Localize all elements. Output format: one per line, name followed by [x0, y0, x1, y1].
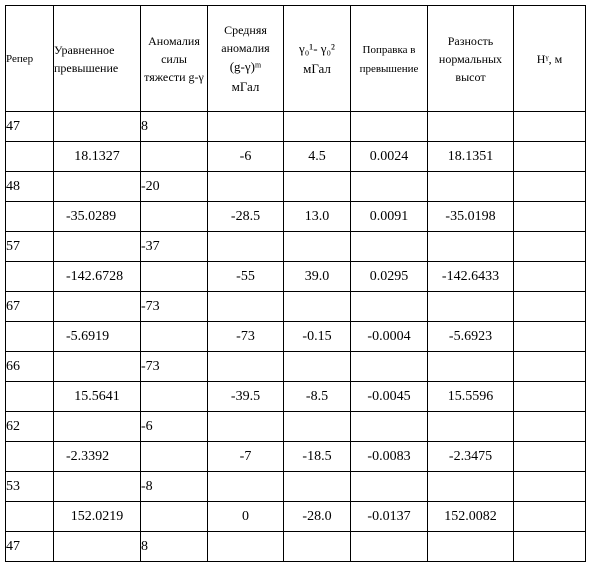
cell-normal-height [514, 502, 586, 532]
cell-normal-height [514, 232, 586, 262]
cell-normal-height-difference [428, 172, 514, 202]
cell-correction: 0.0024 [351, 142, 428, 172]
cell-normal-height [514, 472, 586, 502]
cell-normal-gravity-difference [284, 352, 351, 382]
cell-normal-height-difference: -35.0198 [428, 202, 514, 232]
cell-adjusted-height-difference: -35.0289 [54, 202, 141, 232]
cell-adjusted-height-difference [54, 292, 141, 322]
cell-correction [351, 532, 428, 562]
cell-mean-anomaly: 0 [208, 502, 284, 532]
cell-mean-anomaly [208, 232, 284, 262]
cell-normal-height [514, 142, 586, 172]
header-mean-anomaly-unit: мГал [231, 78, 260, 94]
cell-benchmark: 47 [6, 532, 54, 562]
cell-gravity-anomaly: -8 [141, 472, 208, 502]
cell-correction: -0.0137 [351, 502, 428, 532]
cell-normal-gravity-difference [284, 292, 351, 322]
cell-benchmark [6, 142, 54, 172]
cell-benchmark: 66 [6, 352, 54, 382]
cell-adjusted-height-difference: 152.0219 [54, 502, 141, 532]
cell-normal-gravity-difference [284, 112, 351, 142]
cell-normal-height-difference [428, 112, 514, 142]
cell-benchmark: 57 [6, 232, 54, 262]
cell-correction [351, 412, 428, 442]
table-row [6, 202, 586, 232]
header-benchmark: Репер [6, 6, 54, 112]
cell-normal-gravity-difference: 4.5 [284, 142, 351, 172]
cell-adjusted-height-difference: -142.6728 [54, 262, 141, 292]
cell-adjusted-height-difference [54, 232, 141, 262]
table-row [6, 442, 586, 472]
cell-adjusted-height-difference: 15.5641 [54, 382, 141, 412]
cell-normal-height [514, 172, 586, 202]
cell-normal-height [514, 442, 586, 472]
cell-mean-anomaly [208, 472, 284, 502]
cell-benchmark [6, 202, 54, 232]
cell-mean-anomaly [208, 412, 284, 442]
cell-benchmark [6, 502, 54, 532]
cell-correction: -0.0045 [351, 382, 428, 412]
header-gravity-anomaly: Аномалия силы тяжести g-γ [141, 6, 208, 112]
cell-normal-height [514, 292, 586, 322]
cell-normal-height-difference: -5.6923 [428, 322, 514, 352]
cell-correction: -0.0004 [351, 322, 428, 352]
cell-correction [351, 232, 428, 262]
cell-normal-height [514, 262, 586, 292]
cell-correction [351, 292, 428, 322]
cell-mean-anomaly: -39.5 [208, 382, 284, 412]
cell-gravity-anomaly [141, 262, 208, 292]
cell-benchmark [6, 262, 54, 292]
header-normal-height: Hᵞ, м [514, 6, 586, 112]
cell-normal-height-difference: -142.6433 [428, 262, 514, 292]
header-mean-anomaly-line2: (g-γ)ᵐ [229, 59, 262, 74]
cell-gravity-anomaly [141, 142, 208, 172]
cell-mean-anomaly [208, 172, 284, 202]
cell-gravity-anomaly [141, 382, 208, 412]
header-normal-height-difference: Разность нормальных высот [428, 6, 514, 112]
cell-gravity-anomaly [141, 322, 208, 352]
cell-normal-height-difference [428, 472, 514, 502]
cell-normal-height [514, 322, 586, 352]
cell-correction: -0.0083 [351, 442, 428, 472]
cell-normal-gravity-difference [284, 172, 351, 202]
table-row [6, 292, 586, 322]
cell-normal-height-difference: 18.1351 [428, 142, 514, 172]
cell-gravity-anomaly: -20 [141, 172, 208, 202]
cell-mean-anomaly: -73 [208, 322, 284, 352]
cell-gravity-anomaly: -37 [141, 232, 208, 262]
cell-benchmark [6, 322, 54, 352]
table-row [6, 322, 586, 352]
cell-gravity-anomaly [141, 442, 208, 472]
cell-adjusted-height-difference: -2.3392 [54, 442, 141, 472]
cell-benchmark: 53 [6, 472, 54, 502]
header-normal-gravity-unit: мГал [303, 60, 331, 76]
cell-mean-anomaly: -55 [208, 262, 284, 292]
cell-normal-gravity-difference: 39.0 [284, 262, 351, 292]
cell-mean-anomaly: -6 [208, 142, 284, 172]
cell-mean-anomaly [208, 292, 284, 322]
cell-normal-gravity-difference [284, 412, 351, 442]
table-row [6, 262, 586, 292]
cell-benchmark: 67 [6, 292, 54, 322]
cell-mean-anomaly: -28.5 [208, 202, 284, 232]
cell-normal-height-difference: 15.5596 [428, 382, 514, 412]
cell-normal-gravity-difference: -0.15 [284, 322, 351, 352]
table-row [6, 502, 586, 532]
cell-normal-gravity-difference [284, 532, 351, 562]
cell-normal-height [514, 352, 586, 382]
header-normal-gravity-difference [284, 6, 351, 112]
table-row [6, 532, 586, 562]
cell-normal-height [514, 532, 586, 562]
cell-normal-height-difference: 152.0082 [428, 502, 514, 532]
cell-normal-gravity-difference: -8.5 [284, 382, 351, 412]
cell-adjusted-height-difference [54, 532, 141, 562]
cell-benchmark [6, 442, 54, 472]
header-adjusted-height-difference: Уравненное превышение [54, 6, 141, 112]
cell-normal-gravity-difference: 13.0 [284, 202, 351, 232]
cell-adjusted-height-difference [54, 112, 141, 142]
cell-normal-gravity-difference [284, 232, 351, 262]
cell-correction [351, 472, 428, 502]
cell-correction: 0.0295 [351, 262, 428, 292]
cell-normal-height [514, 112, 586, 142]
cell-normal-height-difference: -2.3475 [428, 442, 514, 472]
table-row [6, 232, 586, 262]
cell-correction [351, 172, 428, 202]
table-body [6, 112, 586, 562]
cell-gravity-anomaly: 8 [141, 112, 208, 142]
cell-adjusted-height-difference: -5.6919 [54, 322, 141, 352]
cell-gravity-anomaly: 8 [141, 532, 208, 562]
table-row [6, 352, 586, 382]
cell-normal-height-difference [428, 352, 514, 382]
header-row [6, 6, 586, 112]
cell-mean-anomaly [208, 352, 284, 382]
cell-mean-anomaly [208, 112, 284, 142]
table-row [6, 172, 586, 202]
table-row [6, 412, 586, 442]
table-row [6, 382, 586, 412]
header-mean-anomaly [208, 6, 284, 112]
cell-mean-anomaly: -7 [208, 442, 284, 472]
cell-gravity-anomaly: -73 [141, 352, 208, 382]
cell-normal-height-difference [428, 412, 514, 442]
cell-gravity-anomaly [141, 502, 208, 532]
cell-normal-height [514, 412, 586, 442]
cell-normal-gravity-difference [284, 472, 351, 502]
cell-correction: 0.0091 [351, 202, 428, 232]
cell-benchmark: 47 [6, 112, 54, 142]
cell-benchmark: 48 [6, 172, 54, 202]
cell-adjusted-height-difference [54, 472, 141, 502]
leveling-table [5, 5, 586, 562]
header-correction: Поправка в превышение [351, 6, 428, 112]
cell-correction [351, 352, 428, 382]
cell-adjusted-height-difference [54, 352, 141, 382]
table-row [6, 142, 586, 172]
header-mean-anomaly-line1: Средняя аномалия [221, 23, 270, 55]
cell-normal-height [514, 202, 586, 232]
cell-benchmark: 62 [6, 412, 54, 442]
cell-normal-height-difference [428, 232, 514, 262]
cell-gravity-anomaly: -73 [141, 292, 208, 322]
cell-gravity-anomaly [141, 202, 208, 232]
cell-normal-height [514, 382, 586, 412]
cell-correction [351, 112, 428, 142]
cell-normal-height-difference [428, 292, 514, 322]
cell-mean-anomaly [208, 532, 284, 562]
header-normal-gravity-formula: γ₀¹- γ₀² [299, 41, 335, 56]
table-row [6, 112, 586, 142]
cell-adjusted-height-difference: 18.1327 [54, 142, 141, 172]
cell-gravity-anomaly: -6 [141, 412, 208, 442]
cell-adjusted-height-difference [54, 172, 141, 202]
cell-benchmark [6, 382, 54, 412]
table-row [6, 472, 586, 502]
cell-normal-gravity-difference: -28.0 [284, 502, 351, 532]
cell-adjusted-height-difference [54, 412, 141, 442]
cell-normal-gravity-difference: -18.5 [284, 442, 351, 472]
cell-normal-height-difference [428, 532, 514, 562]
